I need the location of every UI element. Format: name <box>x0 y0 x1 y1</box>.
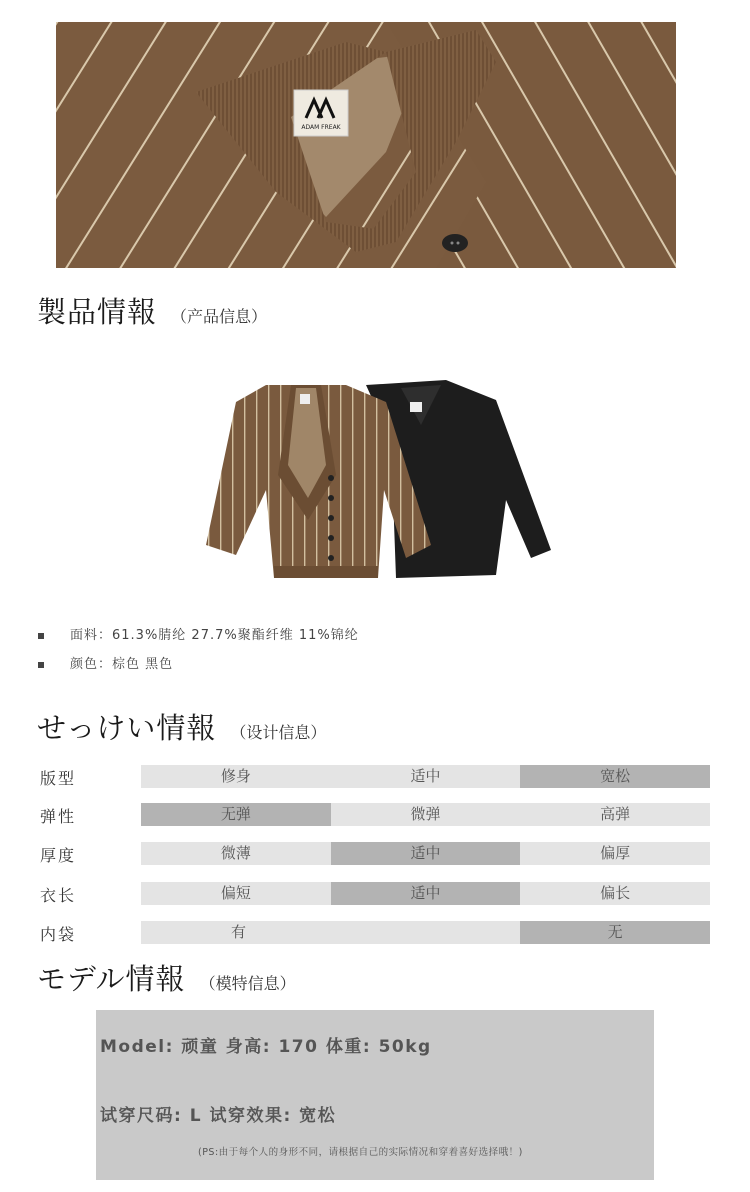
section-subtitle: （产品信息） <box>171 307 268 326</box>
section-product-header <box>37 290 267 331</box>
model-stats: Model: 顽童 身高: 170 体重: 50kg <box>100 1037 432 1057</box>
attribute-option: 微弹 <box>331 803 521 826</box>
section-subtitle: （设计信息） <box>230 723 327 742</box>
attribute-option: 偏长 <box>520 882 710 905</box>
model-fit: 试穿尺码: L 试穿效果: 宽松 <box>100 1106 337 1126</box>
bullet-text: 颜色：棕色 黑色 <box>70 657 174 672</box>
attribute-option: 偏短 <box>141 882 331 905</box>
hero-label-brand: ADAM FREAK <box>301 124 341 131</box>
section-design-header <box>37 706 326 747</box>
attribute-label: 弹性 <box>40 807 77 826</box>
attribute-label: 厚度 <box>40 846 77 865</box>
bullet-material <box>38 624 359 643</box>
attribute-option: 无 <box>520 921 710 944</box>
attribute-option: 适中 <box>331 882 521 905</box>
attribute-label: 衣长 <box>40 886 77 905</box>
section-model-header <box>37 957 296 998</box>
product-photo <box>196 380 556 585</box>
model-note: (PS:由于每个人的身形不同，请根据自己的实际情况和穿着喜好选择哦！) <box>198 1147 523 1158</box>
section-title: 製品情報 <box>37 295 158 329</box>
section-subtitle: （模特信息） <box>199 974 296 993</box>
section-title: モデル情報 <box>37 962 186 996</box>
section-title: せっけい情報 <box>37 711 217 745</box>
attribute-option: 微薄 <box>141 842 331 865</box>
attribute-option: 宽松 <box>520 765 710 788</box>
attribute-option: 无弹 <box>141 803 331 826</box>
bullet-square-icon <box>38 633 44 639</box>
attribute-option: 有 <box>141 921 520 944</box>
hero-photo <box>56 22 676 268</box>
attribute-option: 适中 <box>331 842 521 865</box>
attribute-scale <box>141 803 710 826</box>
attribute-scale <box>141 882 710 905</box>
attribute-label: 版型 <box>40 769 77 788</box>
attribute-label: 内袋 <box>40 925 77 944</box>
attribute-scale <box>141 842 710 865</box>
attribute-option: 修身 <box>141 765 331 788</box>
attribute-option: 高弹 <box>520 803 710 826</box>
bullet-color <box>38 653 173 672</box>
bullet-text: 面料：61.3%腈纶 27.7%聚酯纤维 11%锦纶 <box>70 628 359 643</box>
attribute-scale <box>141 921 710 944</box>
attribute-scale <box>141 765 710 788</box>
attribute-option: 偏厚 <box>520 842 710 865</box>
attribute-option: 适中 <box>331 765 521 788</box>
bullet-square-icon <box>38 662 44 668</box>
